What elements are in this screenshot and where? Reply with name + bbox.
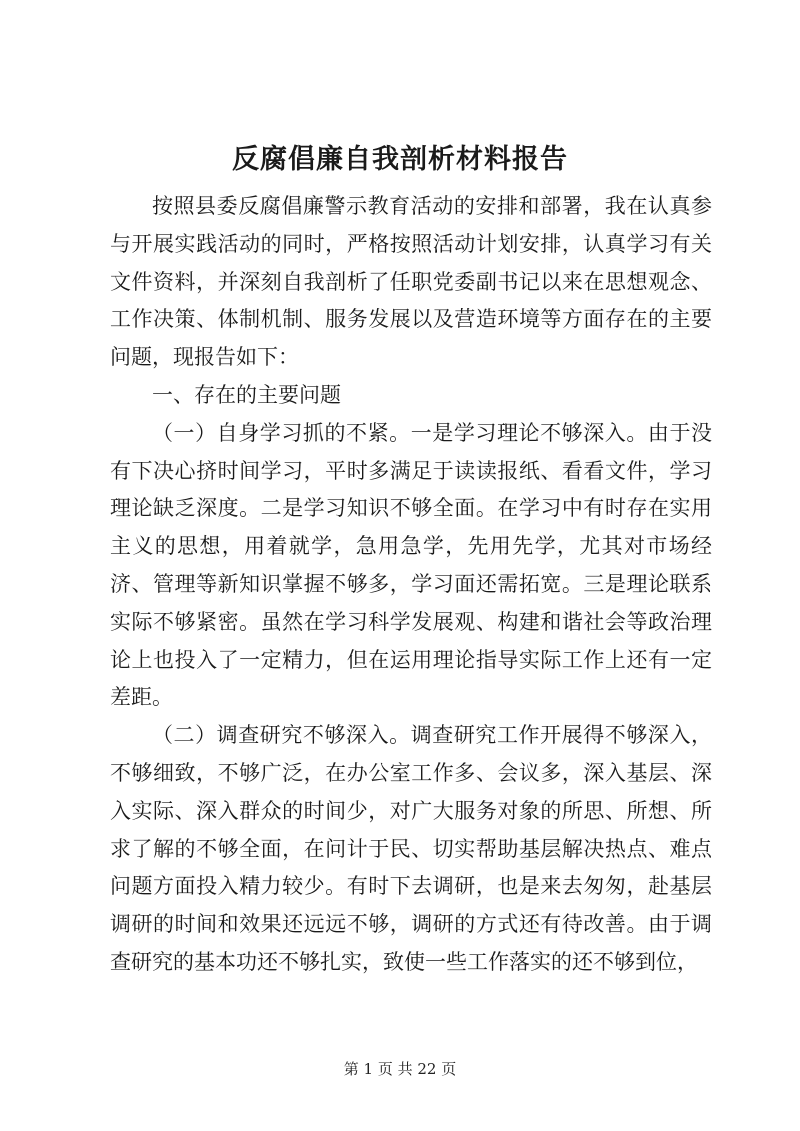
- document-body: [110, 188, 712, 982]
- document-title: 反腐倡廉自我剖析材料报告: [232, 144, 568, 175]
- page-number: 第 1 页 共 22 页: [343, 1060, 457, 1078]
- paragraph-intro: 按照县委反腐倡廉警示教育活动的安排和部署，我在认真参与开展实践活动的同时，严格按照活动计划安排，认真学习有关文件资料，并深刻自我剖析了任职党委副书记以来在思想观念、工作决策、体制机制、服务发展以及营造环境等方面存在的主要问题，现报告如下：: [110, 194, 712, 370]
- paragraph-study: （一）自身学习抓的不紧。一是学习理论不够深入。由于没有下决心挤时间学习，平时多满足于读读报纸、看看文件，学习理论缺乏深度。二是学习知识不够全面。在学习中有时存在实用主义的思想，用着就学，急用急学，先用先学，尤其对市场经济、管理等新知识掌握不够多，学习面还需拓宽。三是理论联系实际不够紧密。虽然在学习科学发展观、构建和谐社会等政治理论上也投入了一定精力，但在运用理论指导实际工作上还有一定差距。: [110, 420, 712, 710]
- paragraph-research: （二）调查研究不够深入。调查研究工作开展得不够深入，不够细致，不够广泛，在办公室工作多、会议多，深入基层、深入实际、深入群众的时间少，对广大服务对象的所思、所想、所求了解的不够全面，在问计于民、切实帮助基层解决热点、难点问题方面投入精力较少。有时下去调研，也是来去匆匆，赴基层调研的时间和效果还远远不够，调研的方式还有待改善。由于调查研究的基本功还不够扎实，致使一些工作落实的还不够到位，: [110, 723, 712, 974]
- page-footer: [0, 1058, 800, 1080]
- section-heading: 一、存在的主要问题: [152, 382, 341, 407]
